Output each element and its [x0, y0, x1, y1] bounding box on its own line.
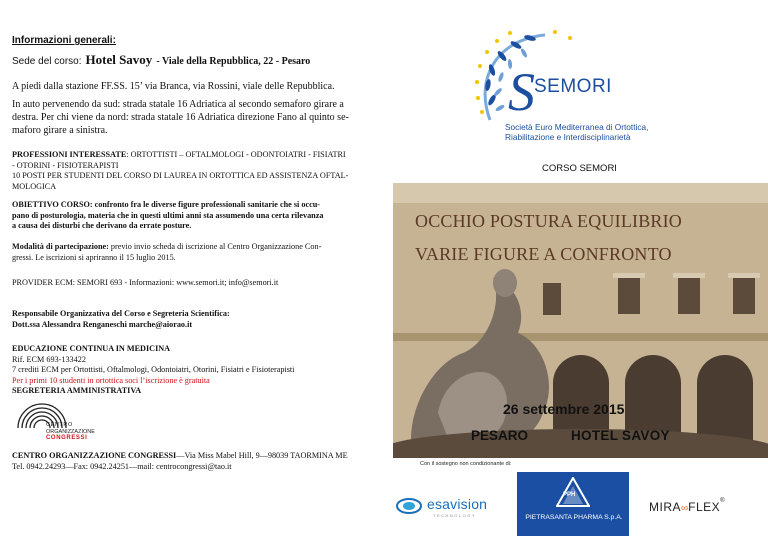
- professions-block: [12, 150, 392, 192]
- objective-block: [12, 200, 382, 232]
- venue-name: Hotel Savoy: [85, 52, 153, 67]
- poster-title-line: OCCHIO POSTURA EQUILIBRIO: [415, 211, 683, 231]
- esavision-name: esavision: [427, 496, 488, 512]
- info-heading: Informazioni generali:: [12, 35, 116, 46]
- participation-label: Modalità di partecipazione:: [12, 242, 109, 251]
- miraflex-name: MIRA: [649, 500, 681, 514]
- svg-text:S: S: [508, 62, 535, 122]
- event-city: PESARO: [471, 428, 529, 443]
- participation-block: [12, 242, 382, 263]
- participation-text: gressi. Le iscrizioni si apriranno il 15 luglio 2015.: [12, 252, 176, 262]
- responsible-name: Dott.ssa Alessandra Renganeschi marche@aiorao.it: [12, 319, 193, 329]
- semori-tagline: [505, 122, 655, 142]
- centro-logo-text: ORGANIZZAZIONE: [46, 428, 95, 435]
- event-hotel: HOTEL SAVOY: [571, 428, 670, 443]
- centro-phones: Tel. 0942.24293—Fax: 0942.24251—mail: centrocongressi@tao.it: [12, 461, 232, 471]
- ecm-free-note: Per i primi 10 studenti in ortottica soci l’iscrizione è gratuita: [12, 375, 210, 385]
- event-date: 26 settembre 2015: [503, 401, 625, 417]
- venue-address: - Viale della Repubblica, 22 - Pesaro: [156, 56, 311, 67]
- objective-text: pano di posturologia, materia che in questi ultimi anni sta assumendo una certa rilevanza: [12, 210, 324, 220]
- ecm-block: [12, 344, 392, 397]
- venue-line: [12, 51, 392, 69]
- sponsor-pietrasanta: [517, 472, 629, 536]
- pietrasanta-name: PIETRASANTA PHARMA S.p.A.: [525, 514, 623, 521]
- miraflex-link-icon: ∞: [681, 503, 689, 514]
- course-label: CORSO SEMORI: [542, 163, 617, 174]
- centro-address: —Via Miss Mabel Hill, 9—98039 TAORMINA ME: [176, 451, 348, 460]
- objective-label: OBIETTIVO CORSO: [12, 200, 90, 209]
- sponsor-note: Con il sostegno non condizionante di:: [420, 461, 512, 467]
- responsible-block: [12, 309, 392, 330]
- centro-name: CENTRO ORGANIZZAZIONE CONGRESSI: [12, 451, 177, 460]
- esavision-sub: TECHNOLOGY: [433, 513, 477, 518]
- walking-directions: A piedi dalla stazione FF.SS. 15’ via Branca, via Rossini, viale delle Repubblica.: [12, 81, 335, 92]
- objective-text: a causa dei disturbi che derivano da errate posture.: [12, 221, 192, 230]
- miraflex-name: FLEX: [688, 500, 721, 514]
- provider-line: PROVIDER ECM: SEMORI 693 - Informazioni: www.semori.it; info@semori.it: [12, 278, 279, 287]
- ecm-credits: 7 crediti ECM per Ortottisti, Oftalmologi, Odontoiatri, Otorini, Fisiatri e Fisioterapisti: [12, 365, 295, 374]
- centro-contact: [12, 451, 392, 472]
- sponsor-strip: [393, 470, 768, 543]
- car-directions: [12, 98, 392, 137]
- professions-text: : ORTOTTISTI – OFTALMOLOGI - ODONTOIATRI - FISIATRI: [126, 150, 346, 159]
- objective-text: : confronto fra le diverse figure professionali sanitarie che si occu-: [89, 200, 320, 209]
- professions-text: - OTORINI - FISIOTERAPISTI: [12, 160, 119, 170]
- semori-tagline-line: Società Euro Mediterranea di Ortottica,: [505, 122, 649, 132]
- centro-logo: [14, 398, 94, 444]
- poster-title-line: VARIE FIGURE A CONFRONTO: [415, 244, 672, 264]
- car-directions-line: destra. Per chi viene da nord: strada statale 16 Adriatica direzione Fano al quinto se-: [12, 112, 349, 123]
- professions-label: PROFESSIONI INTERESSATE: [12, 150, 127, 159]
- centro-logo-text: CENTRO: [46, 422, 73, 428]
- students-text: MOLOGICA: [12, 181, 57, 191]
- sponsor-miraflex: [649, 498, 767, 518]
- centro-logo-text: CONGRESSI: [46, 435, 88, 441]
- ecm-ref: Rif. ECM 693-133422: [12, 354, 86, 364]
- pietrasanta-mark-text: PPH: [563, 492, 576, 498]
- venue-prefix: Sede del corso:: [12, 56, 82, 67]
- participation-text: previo invio scheda di iscrizione al Centro Organizzazione Con-: [108, 242, 322, 251]
- responsible-title: Responsabile Organizzativa del Corso e Segreteria Scientifica:: [12, 309, 230, 318]
- students-text: 10 POSTI PER STUDENTI DEL CORSO DI LAUREA IN ORTOTTICA ED ASSISTENZA OFTAL-: [12, 171, 349, 180]
- miraflex-mark: ®: [720, 498, 725, 504]
- ecm-heading: EDUCAZIONE CONTINUA IN MEDICINA: [12, 344, 171, 353]
- secretariat-heading: SEGRETERIA AMMINISTRATIVA: [12, 386, 142, 395]
- esavision-eye-icon: [395, 496, 423, 516]
- semori-tagline-line: Riabilitazione e Interdisciplinarietà: [505, 132, 631, 142]
- semori-name: SEMORI: [534, 76, 612, 97]
- sponsor-esavision: [393, 482, 511, 522]
- car-directions-line: maforo girare a sinistra.: [12, 125, 108, 136]
- car-directions-line: In auto pervenendo da sud: strada statale 16 Adriatica al secondo semaforo girare a: [12, 99, 344, 110]
